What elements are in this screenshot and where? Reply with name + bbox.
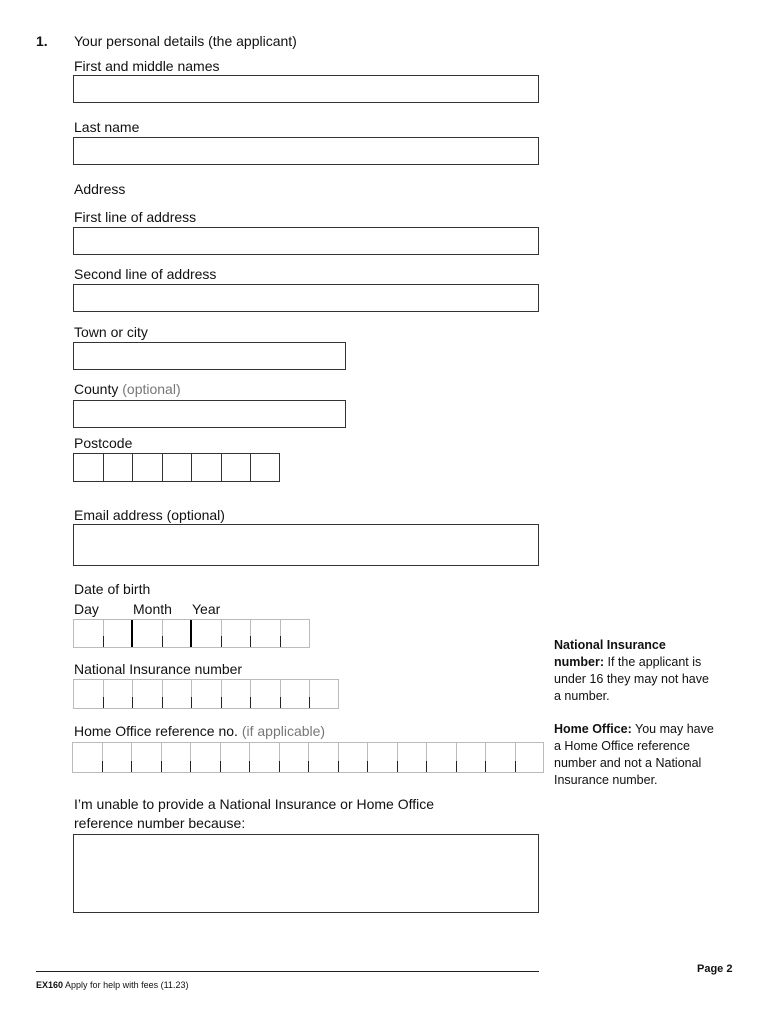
cell-divider-tick [190, 761, 191, 772]
ho-guidance-text-2: a Home Office reference [554, 739, 690, 753]
unable-reason-label-line2: reference number because: [74, 815, 246, 831]
cell-divider-tick [515, 761, 516, 772]
cell-divider-tick [103, 697, 104, 708]
home-office-guidance [554, 721, 754, 789]
last-name-input[interactable] [73, 137, 539, 165]
dob-cell[interactable] [280, 619, 310, 648]
dob-separator [131, 620, 133, 647]
cell-divider-tick [250, 697, 251, 708]
dob-cell[interactable] [103, 619, 133, 648]
cell-divider-tick [456, 761, 457, 772]
cell-divider-tick [221, 636, 222, 647]
cell-divider-tick [426, 761, 427, 772]
section-number: 1. [36, 33, 48, 49]
county-optional-hint: (optional) [122, 381, 181, 397]
cell-divider-tick [162, 636, 163, 647]
postcode-cell[interactable] [162, 453, 192, 482]
ni-cell[interactable] [162, 679, 192, 709]
dob-cell[interactable] [132, 619, 162, 648]
ni-cell[interactable] [280, 679, 310, 709]
ho-guidance-text-4: Insurance number. [554, 773, 658, 787]
address-line2-label: Second line of address [74, 266, 217, 282]
cell-divider-tick [191, 697, 192, 708]
cell-divider-tick [280, 636, 281, 647]
cell-divider-tick [161, 761, 162, 772]
address-line2-input[interactable] [73, 284, 539, 312]
cell-divider-tick [162, 697, 163, 708]
footer-form-name: Apply for help with fees (11.23) [65, 980, 189, 990]
ho-cell[interactable] [72, 742, 102, 773]
ho-cell[interactable] [131, 742, 161, 773]
page-number: Page 2 [697, 963, 733, 975]
dob-cell[interactable] [250, 619, 280, 648]
ni-guidance [554, 637, 754, 705]
address-line1-input[interactable] [73, 227, 539, 255]
county-input[interactable] [73, 400, 346, 428]
email-input[interactable] [73, 524, 539, 566]
dob-cell[interactable] [73, 619, 103, 648]
postcode-cell[interactable] [132, 453, 162, 482]
ni-cell[interactable] [73, 679, 103, 709]
dob-input[interactable] [73, 619, 310, 648]
county-label [74, 381, 181, 398]
cell-divider-tick [397, 761, 398, 772]
ho-guidance-text-3: number and not a National [554, 756, 702, 770]
address-line1-label: First line of address [74, 209, 197, 225]
address-heading: Address [74, 181, 126, 197]
ho-cell[interactable] [485, 742, 515, 773]
home-office-ref-label-text: Home Office reference no. [74, 723, 238, 739]
ho-cell[interactable] [102, 742, 132, 773]
ni-guidance-bold: number: [554, 655, 604, 669]
dob-label: Date of birth [74, 581, 151, 597]
ni-guidance-title: National Insurance [554, 638, 666, 652]
dob-day-label: Day [74, 601, 99, 617]
cell-divider-tick [308, 761, 309, 772]
town-city-label: Town or city [74, 324, 148, 340]
ho-cell[interactable] [426, 742, 456, 773]
ho-guidance-text-1: You may have [631, 722, 714, 736]
last-name-label: Last name [74, 119, 140, 135]
postcode-cell[interactable] [221, 453, 251, 482]
ni-cell[interactable] [309, 679, 339, 709]
unable-reason-textarea[interactable] [73, 834, 539, 913]
ni-guidance-text-1: If the applicant is [604, 655, 702, 669]
ni-number-input[interactable] [73, 679, 339, 709]
dob-cell[interactable] [221, 619, 251, 648]
dob-year-label: Year [192, 601, 221, 617]
ho-cell[interactable] [338, 742, 368, 773]
home-office-ref-hint: (if applicable) [241, 723, 326, 739]
dob-month-label: Month [133, 601, 172, 617]
cell-divider-tick [279, 761, 280, 772]
footer-form-code: EX160 [36, 980, 64, 990]
email-label: Email address (optional) [74, 507, 225, 523]
cell-divider-tick [131, 761, 132, 772]
postcode-input[interactable] [73, 453, 280, 482]
ni-number-label: National Insurance number [74, 661, 243, 677]
first-middle-names-input[interactable] [73, 75, 539, 103]
ho-cell[interactable] [249, 742, 279, 773]
first-middle-names-label: First and middle names [74, 58, 220, 74]
cell-divider-tick [309, 697, 310, 708]
unable-reason-label-line1: I’m unable to provide a National Insurance or Home Office [74, 796, 435, 812]
ho-cell[interactable] [308, 742, 338, 773]
ni-cell[interactable] [250, 679, 280, 709]
section-title: Your personal details (the applicant) [74, 33, 297, 49]
cell-divider-tick [132, 697, 133, 708]
ho-cell[interactable] [279, 742, 309, 773]
ho-cell[interactable] [190, 742, 220, 773]
cell-divider-tick [220, 761, 221, 772]
cell-divider-tick [250, 636, 251, 647]
dob-cell[interactable] [162, 619, 192, 648]
postcode-cell[interactable] [250, 453, 280, 482]
footer-rule [36, 971, 539, 972]
cell-divider-tick [102, 761, 103, 772]
ho-cell[interactable] [220, 742, 250, 773]
home-office-ref-label [74, 723, 325, 740]
ni-cell[interactable] [103, 679, 133, 709]
cell-divider-tick [249, 761, 250, 772]
postcode-cell[interactable] [103, 453, 133, 482]
cell-divider-tick [338, 761, 339, 772]
postcode-cell[interactable] [191, 453, 221, 482]
dob-separator [190, 620, 192, 647]
postcode-label: Postcode [74, 435, 133, 451]
ho-cell[interactable] [397, 742, 427, 773]
town-city-input[interactable] [73, 342, 346, 370]
dob-cell[interactable] [191, 619, 221, 648]
ni-guidance-text-3: a number. [554, 689, 610, 703]
county-label-text: County [74, 381, 119, 397]
cell-divider-tick [221, 697, 222, 708]
ni-cell[interactable] [191, 679, 221, 709]
ho-cell[interactable] [367, 742, 397, 773]
ni-guidance-text-2: under 16 they may not have [554, 672, 709, 686]
cell-divider-tick [280, 697, 281, 708]
ho-cell[interactable] [161, 742, 191, 773]
cell-divider-tick [103, 636, 104, 647]
home-office-ref-input[interactable] [72, 742, 544, 773]
postcode-cell[interactable] [73, 453, 103, 482]
ho-guidance-bold: Home Office: [554, 722, 632, 736]
cell-divider-tick [485, 761, 486, 772]
footer-form-info [36, 977, 188, 994]
ho-cell[interactable] [456, 742, 486, 773]
cell-divider-tick [367, 761, 368, 772]
ho-cell[interactable] [515, 742, 545, 773]
ni-cell[interactable] [221, 679, 251, 709]
ni-cell[interactable] [132, 679, 162, 709]
